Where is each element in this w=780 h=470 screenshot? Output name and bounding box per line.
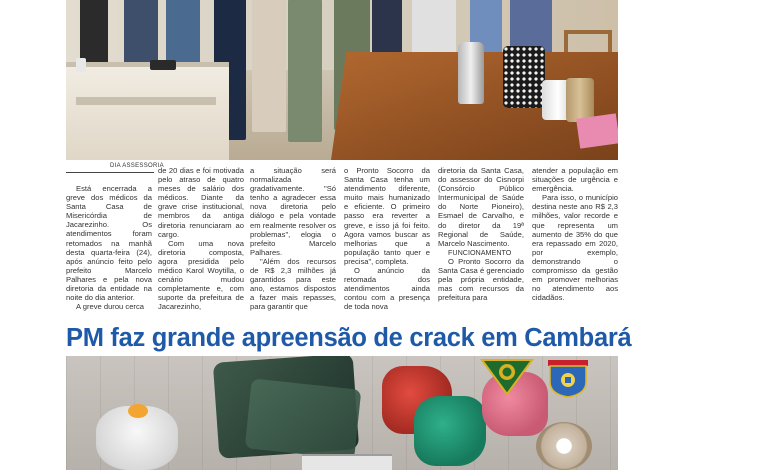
paragraph: Está encerrada a greve dos médicos da Santa Casa de Misericórdia de Jacarezinho. Os atendimentos foram retomados na manhã desta quarta-feira (24), após anúncio feito pelo prefeito Marcelo Palhares e pela nova diretoria da entidade na noite do dia anterior.	[66, 184, 152, 303]
paragraph: Para isso, o município destina neste ano R$ 2,3 milhões, valor recorde e que representa um aumento de 35% do que era repassado em 2020, por exemplo, demonstrando o compromisso da gestão em promover melhorias no atendimento aos cidadãos.	[532, 193, 618, 303]
paragraph: Com uma nova diretoria composta, agora presidida pelo médico Karol Woytilla, o cenário mudou completamente e, com suporte da prefeitura de Jacarezinho,	[158, 238, 244, 312]
phone	[150, 60, 176, 70]
tape-roll	[536, 422, 592, 470]
scale	[302, 454, 392, 470]
polka-dot-jar	[503, 46, 545, 108]
police-emblem-icon	[480, 358, 534, 396]
paragraph: O Pronto Socorro da Santa Casa é gerenciado pela própria entidade, mas com recursos da prefeitura para	[438, 256, 524, 303]
article-column-4	[344, 166, 430, 312]
photo-credit: DIA ASSESSORIA	[110, 163, 164, 169]
article-column-3	[250, 166, 336, 312]
roll-core	[128, 404, 148, 418]
person-figure	[252, 0, 286, 132]
paragraph: O anúncio da retomada dos atendimentos ainda contou com a presença de toda nova	[344, 266, 430, 312]
paragraph: o Pronto Socorro da Santa Casa tenha um atendimento diferente, muito mais humanizado e eficiente. O primeiro passo era reverter a greve, e isso já foi feito. Agora vamos buscar as melhorias que a população tanto quer e precisa", completa.	[344, 166, 430, 266]
meeting-photo	[66, 0, 618, 160]
caption-rule	[66, 172, 154, 173]
paragraph: a situação será normalizada gradativamente. "Só tenho a agradecer essa nova diretoria pelo diálogo e pela vontade em realmente resolver os problemas", elogia o prefeito Marcelo Palhares.	[250, 166, 336, 257]
cup	[76, 58, 86, 72]
thermos	[458, 42, 484, 104]
paragraph: diretoria da Santa Casa, do assessor do Cisnorpi (Consórcio Público Intermunicipal de Saúde do Norte Pioneiro), Esmael de Carvalho, e do diretor da 19ª Regional de Saúde, Marcelo Nascimento.	[438, 166, 524, 248]
article-column-1	[66, 184, 152, 311]
person-figure	[288, 0, 322, 142]
article-column-6	[532, 166, 618, 302]
headline: PM faz grande apreensão de crack em Cambará	[66, 324, 632, 352]
green-plastic-bag	[414, 396, 486, 466]
napkin	[576, 113, 618, 148]
paragraph: de 20 dias e foi motivada pelo atraso de quatro meses de salário dos médicos. Diante da grave crise institucional, membros da antiga diretoria renunciaram ao cargo.	[158, 166, 244, 239]
paragraph: atender a população em situações de urgência e emergência.	[532, 166, 618, 194]
seizure-photo	[66, 356, 618, 470]
seized-package	[245, 378, 362, 459]
section-subhead: FUNCIONAMENTO	[448, 247, 512, 257]
white-desk	[66, 62, 229, 160]
article-column-2	[158, 166, 244, 312]
paragraph: A greve durou cerca	[76, 302, 144, 312]
battalion-shield-icon	[546, 358, 590, 398]
jar	[566, 78, 594, 122]
paragraph: "Além dos recursos de R$ 2,3 milhões já garantidos para este ano, estamos dispostos a fazer mais repasses, para garantir que	[250, 256, 336, 312]
article-column-5	[438, 166, 524, 302]
